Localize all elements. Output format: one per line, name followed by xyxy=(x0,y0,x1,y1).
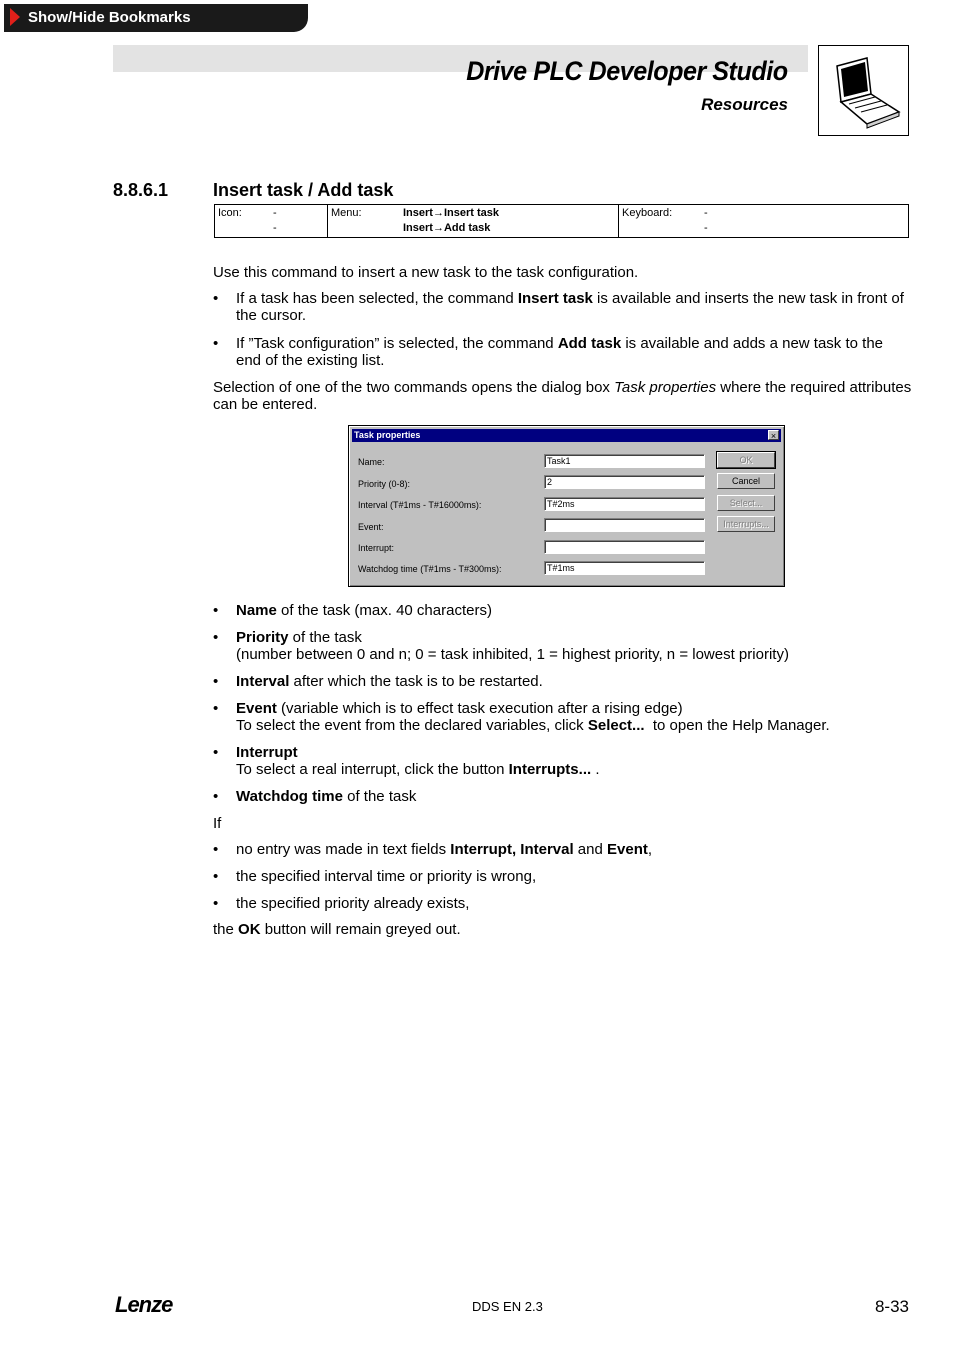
condition-no-entry: no entry was made in text fields Interrupt, Interval and Event, xyxy=(236,841,653,858)
keyboard-column xyxy=(619,205,908,237)
icon-value-2: - xyxy=(273,222,277,234)
interrupts-button[interactable]: Interrupts... xyxy=(717,516,775,532)
selection-text: Selection of one of the two commands opens the dialog box Task properties where the required attributes can be entered. xyxy=(213,379,912,413)
name-label: Name: xyxy=(358,457,385,467)
event-label: Event: xyxy=(358,522,384,532)
bullet: • xyxy=(213,673,219,690)
attr-event: Event (variable which is to effect task execution after a rising edge) To select the event from the declared variables, click Select... to open the Help Manager. xyxy=(236,700,830,734)
bullet: • xyxy=(213,868,219,885)
ok-button[interactable]: OK xyxy=(717,452,775,468)
bullet: • xyxy=(213,841,219,858)
close-icon[interactable]: × xyxy=(768,430,779,440)
condition-wrong-interval: the specified interval time or priority is wrong, xyxy=(236,868,537,885)
page-title: Drive PLC Developer Studio xyxy=(466,56,788,86)
menu-value-insert-task: Insert→Insert task xyxy=(403,207,499,219)
cancel-button[interactable]: Cancel xyxy=(717,473,775,489)
section-title: Insert task / Add task xyxy=(213,180,394,200)
icon-label: Icon: xyxy=(218,207,242,219)
bullet: • xyxy=(213,788,219,805)
interrupt-field[interactable] xyxy=(544,540,705,554)
priority-field[interactable]: 2 xyxy=(544,475,705,489)
bullet: • xyxy=(213,602,219,619)
interval-label: Interval (T#1ms - T#16000ms): xyxy=(358,500,482,510)
dialog-title: Task properties xyxy=(352,429,781,442)
show-hide-bookmarks-label[interactable]: Show/Hide Bookmarks xyxy=(28,9,191,26)
laptop-icon xyxy=(818,45,909,136)
bookmark-arrow-icon xyxy=(10,8,20,26)
attr-name: Name of the task (max. 40 characters) xyxy=(236,602,492,619)
attr-interrupt: Interrupt To select a real interrupt, click the button Interrupts... . xyxy=(236,744,600,778)
bullet: • xyxy=(213,895,219,912)
attr-watchdog: Watchdog time of the task xyxy=(236,788,417,805)
bullet: • xyxy=(213,335,219,352)
menu-value-add-task: Insert→Add task xyxy=(403,222,491,234)
if-text: If xyxy=(213,815,222,832)
watchdog-label: Watchdog time (T#1ms - T#300ms): xyxy=(358,564,502,574)
icon-column xyxy=(215,205,328,237)
keyboard-value-1: - xyxy=(704,207,708,219)
bullet: • xyxy=(213,700,219,717)
section-number: 8.8.6.1 xyxy=(113,180,169,200)
select-button[interactable]: Select... xyxy=(717,495,775,511)
attr-priority: Priority of the task (number between 0 and n; 0 = task inhibited, 1 = highest priority, n = lowest priority) xyxy=(236,629,789,663)
interrupt-label: Interrupt: xyxy=(358,543,395,553)
icon-value-1: - xyxy=(273,207,277,219)
intro-bullet-add-task: If ”Task configuration” is selected, the command Add task is available and adds a new task to the end of the existing list. xyxy=(236,335,884,369)
bullet: • xyxy=(213,629,219,646)
bullet: • xyxy=(213,744,219,761)
menu-column xyxy=(328,205,619,237)
bullet: • xyxy=(213,290,219,307)
page-subtitle: Resources xyxy=(701,95,788,114)
intro-text: Use this command to insert a new task to the task configuration. xyxy=(213,264,639,281)
result-text: the OK button will remain greyed out. xyxy=(213,921,461,938)
event-field[interactable] xyxy=(544,518,705,532)
intro-bullet-insert-task: If a task has been selected, the command Insert task is available and inserts the new task in front of the cursor. xyxy=(236,290,904,324)
name-field[interactable]: Task1 xyxy=(544,454,705,468)
keyboard-value-2: - xyxy=(704,222,708,234)
page-number: 8-33 xyxy=(874,1297,909,1316)
task-properties-dialog xyxy=(348,425,785,587)
lenze-logo: Lenze xyxy=(115,1292,173,1317)
keyboard-label: Keyboard: xyxy=(622,207,673,219)
attr-interval: Interval after which the task is to be restarted. xyxy=(236,673,543,690)
priority-label: Priority (0-8): xyxy=(358,479,411,489)
watchdog-field[interactable]: T#1ms xyxy=(544,561,705,575)
document-id: DDS EN 2.3 xyxy=(472,1299,543,1314)
command-table xyxy=(214,204,909,238)
interval-field[interactable]: T#2ms xyxy=(544,497,705,511)
condition-priority-exists: the specified priority already exists, xyxy=(236,895,470,912)
menu-label: Menu: xyxy=(331,207,362,219)
